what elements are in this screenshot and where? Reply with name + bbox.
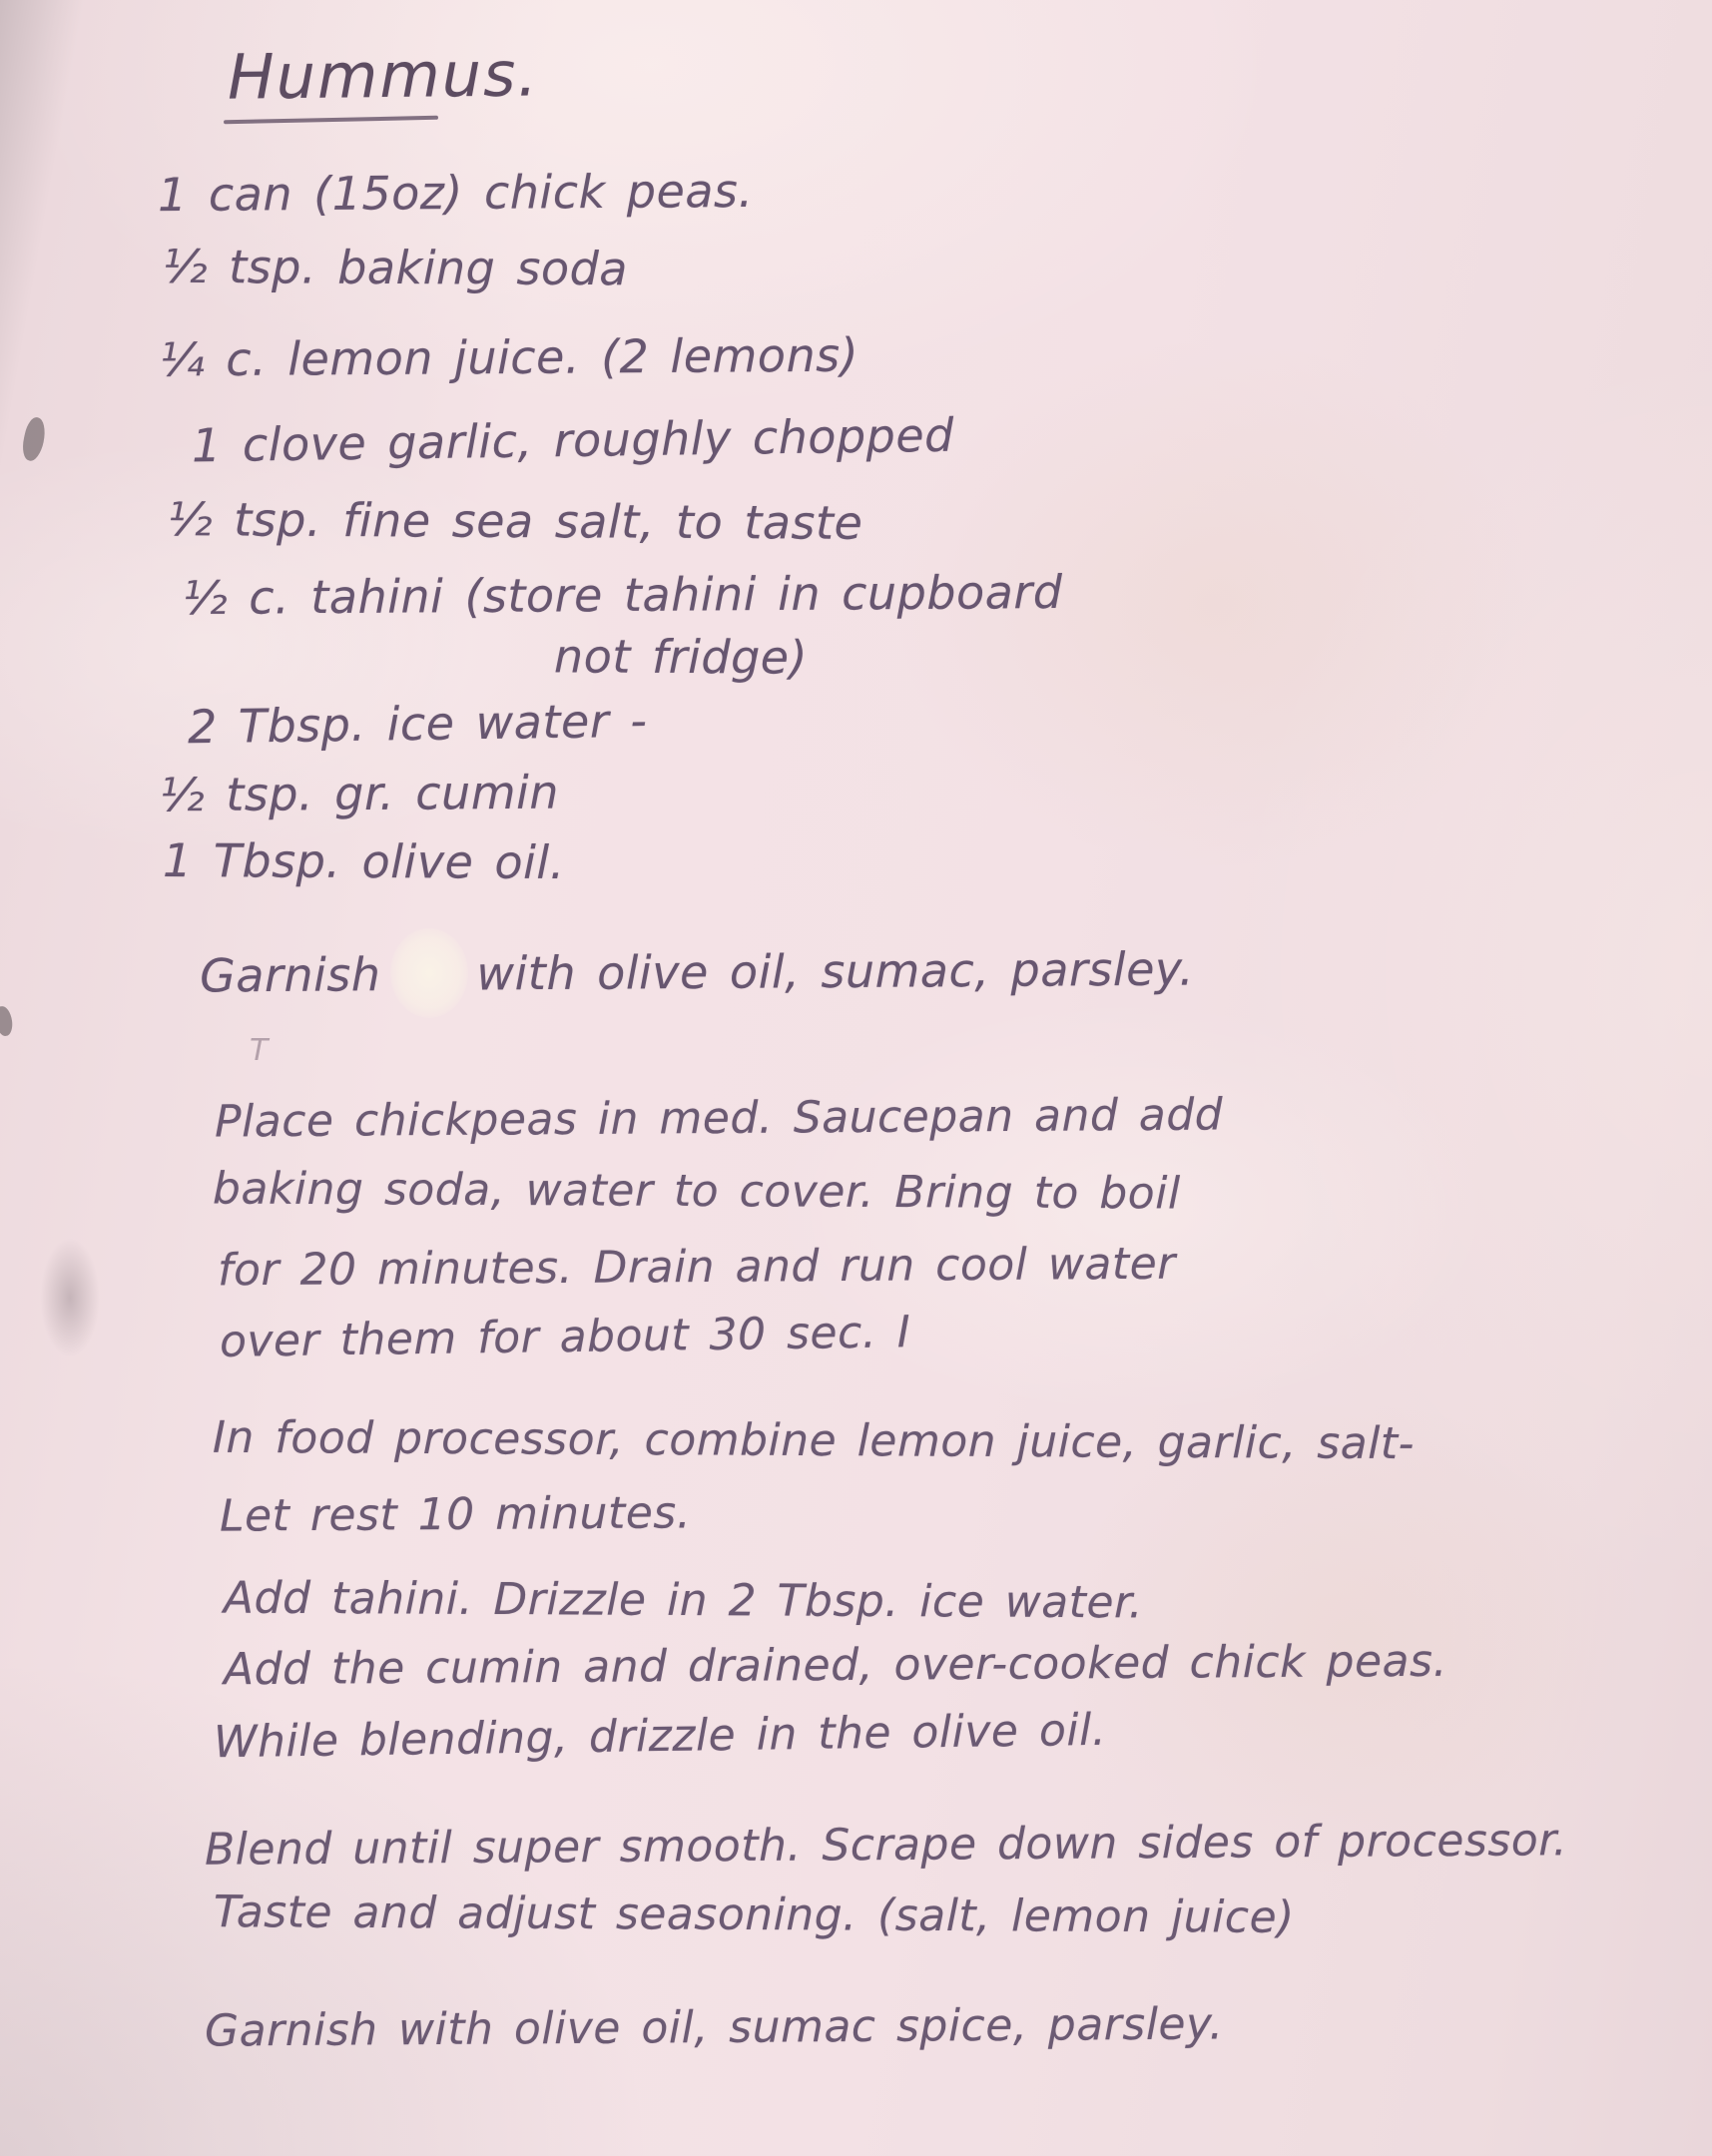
ingredient-garlic: 1 clove garlic, roughly chopped xyxy=(191,407,955,473)
whiteout-mark xyxy=(390,928,469,1019)
instruction-line: Taste and adjust seasoning. (salt, lemon juice) xyxy=(213,1886,1295,1943)
ingredient-tahini: ½ c. tahini (store tahini in cupboard xyxy=(182,564,1063,626)
instruction-line: Let rest 10 minutes. xyxy=(219,1487,692,1542)
ingredient-lemon-juice: ¼ c. lemon juice. (2 lemons) xyxy=(159,327,859,387)
recipe-title: Hummus. xyxy=(227,37,540,114)
ingredient-olive-oil: 1 Tbsp. olive oil. xyxy=(162,832,565,890)
garnish-note xyxy=(200,923,1195,1002)
ingredient-chickpeas: 1 can (15oz) chick peas. xyxy=(157,163,754,223)
paper-smudge-mark xyxy=(20,415,49,462)
instruction-line: While blending, drizzle in the olive oil. xyxy=(213,1704,1107,1769)
instruction-line: for 20 minutes. Drain and run cool water xyxy=(217,1238,1176,1297)
ingredient-ice-water: 2 Tbsp. ice water - xyxy=(187,693,648,755)
instruction-line: In food processor, combine lemon juice, garlic, salt- xyxy=(212,1411,1416,1470)
instruction-line: Add the cumin and drained, over-cooked chick peas. xyxy=(223,1635,1448,1696)
garnish-note-prefix: Garnish xyxy=(199,947,381,1003)
title-underline xyxy=(224,116,438,125)
ingredient-cumin: ½ tsp. gr. cumin xyxy=(159,765,560,822)
instruction-line: Add tahini. Drizzle in 2 Tbsp. ice water. xyxy=(223,1572,1144,1629)
ingredient-baking-soda: ½ tsp. baking soda xyxy=(162,239,629,296)
ingredient-tahini-continued: not fridge) xyxy=(553,629,809,685)
garnish-note-rest: with olive oil, sumac, parsley. xyxy=(476,941,1195,1001)
paper-smudge-mark xyxy=(0,1005,14,1037)
stray-pen-mark: T xyxy=(250,1033,269,1068)
ingredient-sea-salt: ½ tsp. fine sea salt, to taste xyxy=(167,492,863,550)
instruction-line: Place chickpeas in med. Saucepan and add xyxy=(214,1089,1224,1148)
instruction-line: over them for about 30 sec. I xyxy=(219,1307,911,1367)
final-garnish-line: Garnish with olive oil, sumac spice, parsley. xyxy=(204,1998,1224,2057)
instruction-line: Blend until super smooth. Scrape down sides of processor. xyxy=(204,1815,1568,1876)
instruction-line: baking soda, water to cover. Bring to boil xyxy=(212,1163,1181,1220)
paper-crease-shadow xyxy=(40,1238,100,1357)
